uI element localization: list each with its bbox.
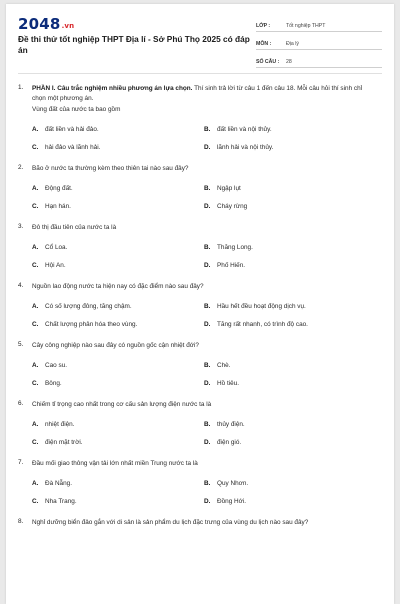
option-text: Thăng Long. [217, 244, 253, 251]
answer-option[interactable] [32, 144, 204, 151]
option-text: Nha Trang. [45, 498, 77, 505]
answer-options [32, 362, 368, 387]
option-letter: B. [204, 421, 211, 428]
question-text: Chiếm tỉ trọng cao nhất trong cơ cấu sản lượng điện nước ta là [32, 401, 212, 408]
answer-option[interactable] [32, 203, 204, 210]
answer-option[interactable] [204, 185, 376, 192]
header [6, 4, 394, 72]
option-letter: B. [204, 126, 211, 133]
option-letter: D. [204, 203, 211, 210]
question-4 [18, 282, 368, 328]
answer-option[interactable] [32, 185, 204, 192]
meta-label: LỚP : [256, 23, 271, 29]
option-letter: B. [204, 185, 211, 192]
option-letter: C. [32, 321, 39, 328]
answer-option[interactable] [32, 244, 204, 251]
question-number: 3. [18, 223, 24, 230]
option-text: Phố Hiến. [217, 262, 246, 269]
answer-option[interactable] [204, 498, 376, 505]
site-logo[interactable]: 2048.vn [18, 15, 75, 33]
option-text: Có số lượng đông, tăng chậm. [45, 303, 132, 310]
meta-row-subject [256, 35, 382, 50]
option-text: Hầu hết đều hoạt động dịch vụ. [217, 303, 306, 310]
question-number: 4. [18, 282, 24, 289]
exam-meta [256, 17, 382, 71]
answer-option[interactable] [204, 380, 376, 387]
answer-option[interactable] [204, 203, 376, 210]
question-5 [18, 341, 368, 387]
question-number: 1. [18, 84, 24, 91]
option-letter: C. [32, 380, 39, 387]
answer-option[interactable] [204, 144, 376, 151]
question-number: 8. [18, 518, 24, 525]
option-letter: A. [32, 185, 39, 192]
answer-options [32, 244, 368, 269]
option-text: lãnh hải và nội thủy. [217, 144, 274, 151]
exam-page [6, 4, 394, 604]
answer-option[interactable] [32, 439, 204, 446]
option-letter: A. [32, 303, 39, 310]
option-text: đất liền và nội thủy. [217, 126, 272, 133]
part-instructions: Thí sinh trả lời từ câu 1 đến câu 18. Mỗi câu hỏi thí sinh chỉ chọn một phương án. [32, 85, 363, 102]
question-number: 7. [18, 459, 24, 466]
option-text: Cổ Loa. [45, 244, 68, 251]
question-text: Nghỉ dưỡng biển đảo gắn với di sản là sản phẩm du lịch đặc trưng của vùng du lịch nào sau đây? [32, 519, 309, 526]
question-text: Cây công nghiệp nào sau đây có nguồn gốc cận nhiệt đới? [32, 342, 199, 349]
meta-label: MÔN : [256, 41, 272, 47]
question-7 [18, 459, 368, 505]
question-text: Đầu mối giao thông vận tải lớn nhất miền Trung nước ta là [32, 460, 198, 467]
meta-row-count [256, 53, 382, 68]
option-text: điện mặt trời. [45, 439, 83, 446]
question-text: Bão ở nước ta thường kèm theo thiên tai nào sau đây? [32, 165, 189, 172]
answer-options [32, 185, 368, 210]
part-intro [32, 84, 368, 104]
option-text: Hạn hán. [45, 203, 71, 210]
answer-option[interactable] [32, 362, 204, 369]
option-text: Đồng Hới. [217, 498, 247, 505]
option-letter: D. [204, 262, 211, 269]
answer-option[interactable] [32, 421, 204, 428]
answer-option[interactable] [204, 126, 376, 133]
answer-option[interactable] [204, 439, 376, 446]
answer-option[interactable] [204, 321, 376, 328]
option-text: Cao su. [45, 362, 68, 369]
meta-value: Địa lý [286, 41, 299, 47]
option-letter: B. [204, 480, 211, 487]
option-text: điện gió. [217, 439, 242, 446]
question-text: Đô thị đầu tiên của nước ta là [32, 224, 117, 231]
answer-option[interactable] [204, 362, 376, 369]
option-letter: A. [32, 480, 39, 487]
question-1 [18, 84, 368, 151]
answer-options [32, 303, 368, 328]
question-text: Vùng đất của nước ta bao gồm [32, 106, 121, 113]
option-letter: D. [204, 321, 211, 328]
option-letter: B. [204, 303, 211, 310]
answer-option[interactable] [32, 126, 204, 133]
meta-value: 28 [286, 59, 292, 65]
option-letter: D. [204, 498, 211, 505]
meta-label: SỐ CÂU : [256, 59, 280, 65]
question-number: 6. [18, 400, 24, 407]
option-text: Cháy rừng [217, 203, 248, 210]
option-letter: A. [32, 362, 39, 369]
option-letter: C. [32, 262, 39, 269]
option-letter: B. [204, 362, 211, 369]
meta-value: Tốt nghiệp THPT [286, 23, 326, 29]
question-text: Nguồn lao động nước ta hiện nay có đặc điểm nào sau đây? [32, 283, 204, 290]
question-list [18, 84, 368, 541]
option-letter: D. [204, 144, 211, 151]
question-8 [18, 518, 368, 528]
question-3 [18, 223, 368, 269]
answer-option[interactable] [32, 303, 204, 310]
question-number: 2. [18, 164, 24, 171]
answer-option[interactable] [204, 480, 376, 487]
option-text: Chất lượng phân hóa theo vùng. [45, 321, 138, 328]
answer-option[interactable] [32, 498, 204, 505]
option-text: thủy điện. [217, 421, 245, 428]
option-letter: A. [32, 244, 39, 251]
page-title: Đề thi thử tốt nghiệp THPT Địa lí - Sở Phú Thọ 2025 có đáp án [18, 34, 250, 55]
option-letter: B. [204, 244, 211, 251]
option-text: Bông. [45, 380, 62, 387]
option-letter: C. [32, 439, 39, 446]
option-letter: D. [204, 380, 211, 387]
option-text: hải đảo và lãnh hải. [45, 144, 101, 151]
meta-row-class [256, 17, 382, 32]
option-letter: C. [32, 498, 39, 505]
option-text: đất liền và hải đảo. [45, 126, 99, 133]
option-text: Hội An. [45, 262, 66, 269]
option-letter: C. [32, 144, 39, 151]
option-letter: A. [32, 126, 39, 133]
option-text: Tăng rất nhanh, có trình độ cao. [217, 321, 308, 328]
answer-options [32, 480, 368, 505]
answer-option[interactable] [204, 421, 376, 428]
option-text: Chè. [217, 362, 231, 369]
option-text: Quy Nhơn. [217, 480, 249, 487]
option-letter: A. [32, 421, 39, 428]
option-text: Ngập lụt [217, 185, 241, 192]
question-2 [18, 164, 368, 210]
answer-options [32, 126, 368, 151]
option-text: Đà Nẵng. [45, 480, 72, 487]
option-letter: C. [32, 203, 39, 210]
answer-options [32, 421, 368, 446]
option-letter: D. [204, 439, 211, 446]
answer-option[interactable] [32, 262, 204, 269]
answer-option[interactable] [204, 244, 376, 251]
option-text: nhiệt điện. [45, 421, 75, 428]
header-divider [18, 73, 382, 74]
part-heading: PHẦN I. Câu trắc nghiệm nhiều phương án lựa chọn. [32, 85, 193, 92]
answer-option[interactable] [32, 480, 204, 487]
question-6 [18, 400, 368, 446]
question-number: 5. [18, 341, 24, 348]
answer-option[interactable] [32, 321, 204, 328]
option-text: Hồ tiêu. [217, 380, 240, 387]
answer-option[interactable] [32, 380, 204, 387]
option-text: Động đất. [45, 185, 73, 192]
answer-option[interactable] [204, 303, 376, 310]
answer-option[interactable] [204, 262, 376, 269]
